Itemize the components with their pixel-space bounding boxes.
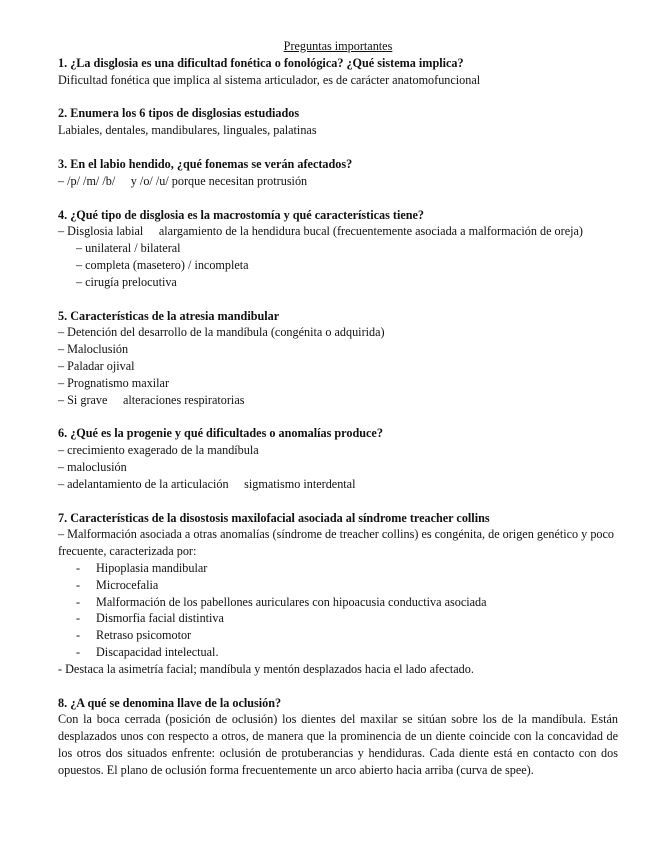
list-item: - Microcefalia [58,577,618,594]
answer-4-line-1: – Disglosia labial   alargamiento de la hendidura bucal (frecuentemente asociada a malformación de oreja) [58,224,583,239]
answer-5-line-2: – Maloclusión [58,342,129,357]
question-4: 4. ¿Qué tipo de disglosia es la macrostomía y qué características tiene? [58,207,425,222]
list-item: - Malformación de los pabellones auriculares con hipoacusia conductiva asociada [58,594,618,611]
question-8: 8. ¿A qué se denomina llave de la oclusión? [58,695,282,710]
answer-4-sub-1: – unilateral / bilateral [76,241,181,256]
list-item: - Retraso psicomotor [58,627,618,644]
document-page [58,38,618,778]
answer-6-line-3: – adelantamiento de la articulación   sigmatismo interdental [58,476,356,491]
list-item: - Discapacidad intelectual. [58,644,618,661]
answer-8: Con la boca cerrada (posición de oclusión) los dientes del maxilar se sitúan sobre los de la mandíbula. Están desplazados unos con respecto a otros, de manera que la prominencia de un diente coincide con la concavidad de los otros dos situados enfrente: oclusión de protuberancias y hendiduras. Cada diente está en contacto con dos opuestos. El plano de oclusión forma frecuentemente un arco abierto hacia arriba (curva de spee). [58,712,618,777]
answer-4-sub-2: – completa (masetero) / incompleta [76,257,249,272]
answer-7-bullet-list [58,560,618,661]
question-6: 6. ¿Qué es la progenie y qué dificultades o anomalías produce? [58,426,383,441]
answer-7-intro: – Malformación asociada a otras anomalías (síndrome de treacher collins) es congénita, de origen genético y poco frecuente, caracterizada por: [58,527,615,559]
question-1: 1. ¿La disglosia es una dificultad fonética o fonológica? ¿Qué sistema implica? [58,55,464,70]
question-2: 2. Enumera los 6 tipos de disglosias estudiados [58,106,300,121]
answer-7-closing: - Destaca la asimetría facial; mandíbula y mentón desplazados hacia el lado afectado. [58,661,474,676]
answer-4-sub-3: – cirugía prelocutiva [76,274,177,289]
answer-6-line-1: – crecimiento exagerado de la mandíbula [58,443,259,458]
answer-2: Labiales, dentales, mandibulares, linguales, palatinas [58,123,317,138]
list-item: - Hipoplasia mandibular [58,560,618,577]
question-5: 5. Características de la atresia mandibular [58,308,280,323]
list-item: - Dismorfia facial distintiva [58,610,618,627]
answer-5-line-1: – Detención del desarrollo de la mandíbula (congénita o adquirida) [58,325,385,340]
question-7: 7. Características de la disostosis maxilofacial asociada al síndrome treacher collins [58,510,490,525]
answer-6-line-2: – maloclusión [58,459,127,474]
answer-5-line-3: – Paladar ojival [58,358,135,373]
answer-5-line-5: – Si grave   alteraciones respiratorias [58,392,245,407]
answer-1: Dificultad fonética que implica al sistema articulador, es de carácter anatomofuncional [58,72,481,87]
question-3: 3. En el labio hendido, ¿qué fonemas se verán afectados? [58,156,353,171]
document-title: Preguntas importantes [283,39,393,53]
answer-5-line-4: – Prognatismo maxilar [58,375,170,390]
answer-3-line-1: – /p/ /m/ /b/   y /o/ /u/ porque necesitan protrusión [58,173,308,188]
